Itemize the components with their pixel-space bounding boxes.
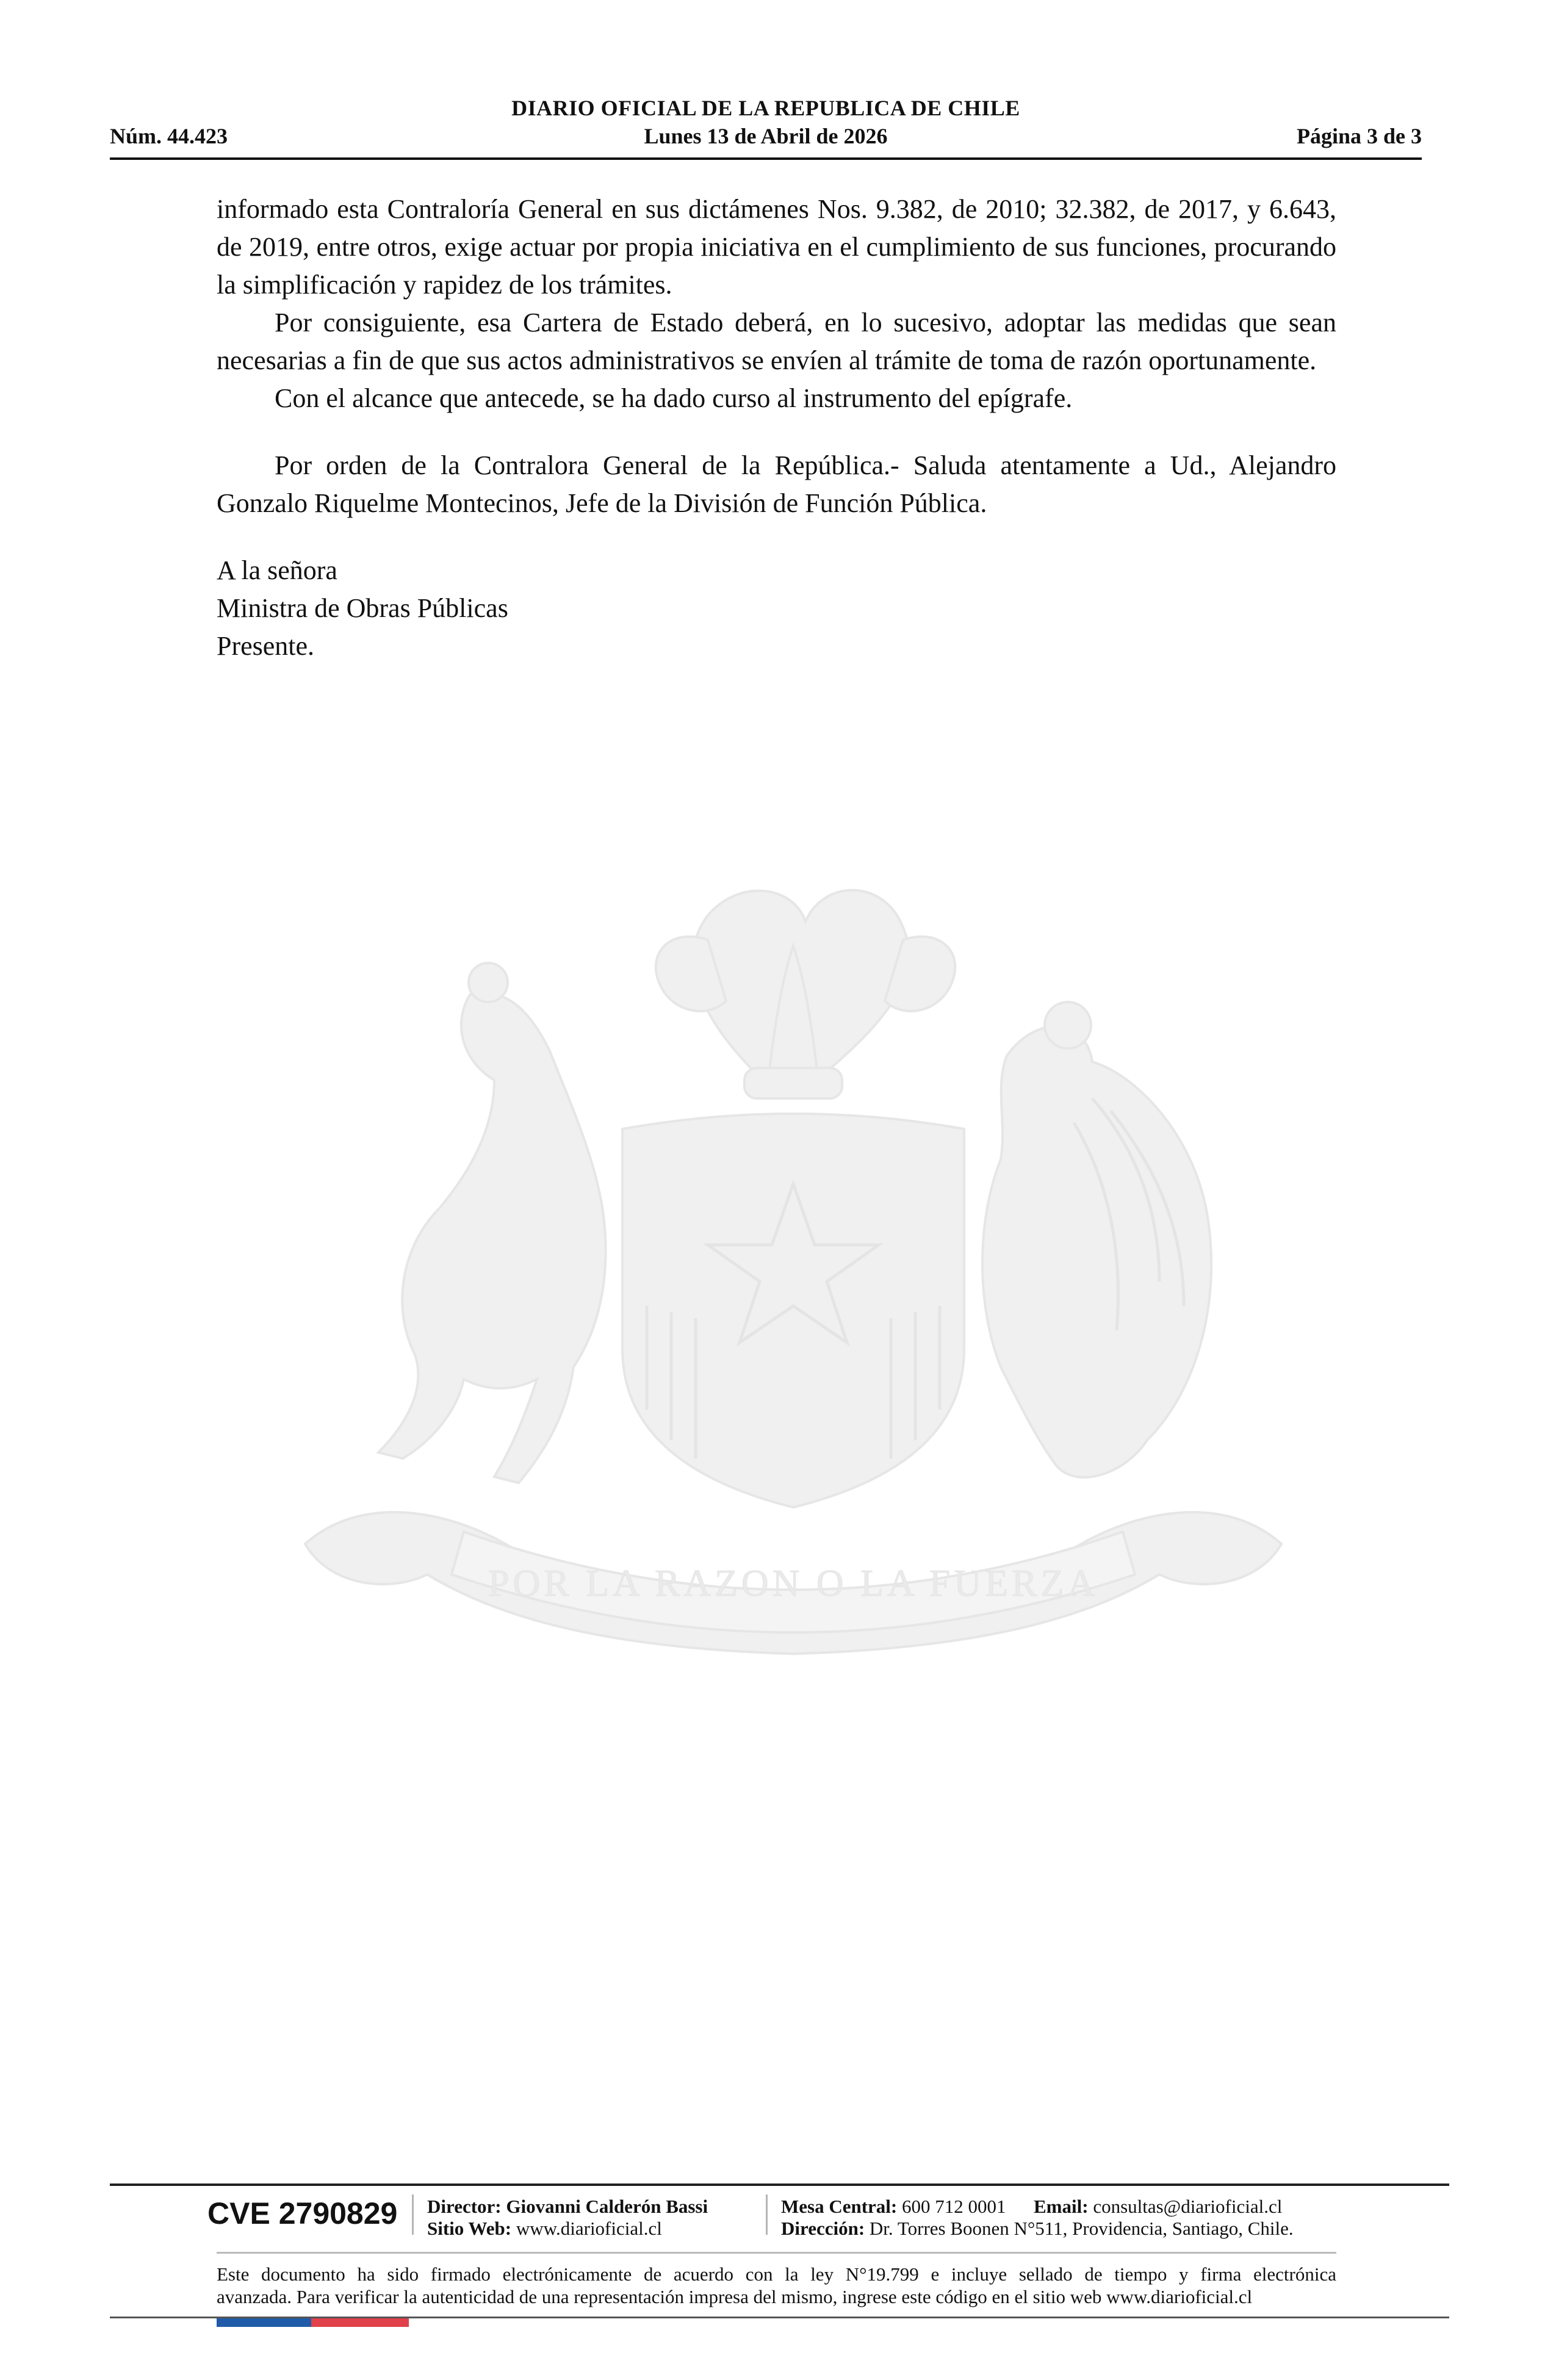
- issue-number: Núm. 44.423: [110, 124, 228, 148]
- paragraph-signature: Por orden de la Contralora General de la República.- Saluda atentamente a Ud., Alejandro Gonzalo Riquelme Montecinos, Jefe de la División de Función Pública.: [217, 450, 1336, 518]
- document-body: [217, 190, 1336, 665]
- addressee-line: Presente.: [217, 631, 315, 661]
- watermark-motto: POR LA RAZON O LA FUERZA: [488, 1563, 1099, 1604]
- addressee-block: [217, 552, 1336, 665]
- flag-stripe-blue: [217, 2318, 311, 2327]
- addressee-line: A la señora: [217, 555, 337, 585]
- legal-notice-line: Este documento ha sido firmado electrónicamente de acuerdo con la ley N°19.799 e incluye sellado de tiempo y firma electrónica: [217, 2263, 1336, 2285]
- chile-coat-of-arms-icon: [207, 842, 1349, 1678]
- flag-stripe-red: [311, 2318, 409, 2327]
- footer-contact-block: [781, 2196, 1294, 2240]
- cve-code: CVE 2790829: [207, 2196, 398, 2230]
- legal-notice-line: avanzada. Para verificar la autenticidad de una representación impresa del mismo, ingrese este código en el sitio web www.diarioficial.cl: [217, 2286, 1253, 2307]
- footer-top-divider: [110, 2183, 1449, 2186]
- address-value: Dr. Torres Boonen N°511, Providencia, Santiago, Chile.: [869, 2218, 1294, 2239]
- footer-divider: [217, 2252, 1336, 2254]
- addressee-line: Ministra de Obras Públicas: [217, 593, 508, 623]
- paragraph-conclusion: Con el alcance que antecede, se ha dado curso al instrumento del epígrafe.: [275, 383, 1073, 413]
- director-label: Director:: [427, 2196, 502, 2217]
- newspaper-title: DIARIO OFICIAL DE LA REPUBLICA DE CHILE: [511, 96, 1020, 120]
- address-label: Dirección:: [781, 2218, 865, 2239]
- legal-notice: [217, 2263, 1336, 2308]
- email-link[interactable]: consultas@diarioficial.cl: [1093, 2196, 1283, 2217]
- website-label: Sitio Web:: [427, 2218, 512, 2239]
- email-label: Email:: [1034, 2196, 1089, 2217]
- page-indicator: Página 3 de 3: [1296, 124, 1422, 148]
- director-name: Giovanni Calderón Bassi: [506, 2196, 708, 2217]
- footer-director-block: [427, 2196, 708, 2240]
- paragraph-instruction: Por consiguiente, esa Cartera de Estado deberá, en lo sucesivo, adoptar las medidas que sean necesarias a fin de que sus actos administrativos se envíen al trámite de toma de razón oportunamente.: [217, 308, 1336, 375]
- phone-number: 600 712 0001: [902, 2196, 1006, 2217]
- page-header: [110, 92, 1422, 160]
- paragraph-continuation: informado esta Contraloría General en sus dictámenes Nos. 9.382, de 2010; 32.382, de 2017, y 6.643, de 2019, entre otros, exige actuar por propia iniciativa en el cumplimiento de sus funciones, procurando la simplificación y rapidez de los trámites.: [217, 194, 1336, 300]
- phone-label: Mesa Central:: [781, 2196, 898, 2217]
- issue-date: Lunes 13 de Abril de 2026: [644, 124, 888, 148]
- website-link[interactable]: www.diarioficial.cl: [516, 2218, 662, 2239]
- footer-separator: [412, 2194, 414, 2235]
- footer-separator: [766, 2194, 768, 2235]
